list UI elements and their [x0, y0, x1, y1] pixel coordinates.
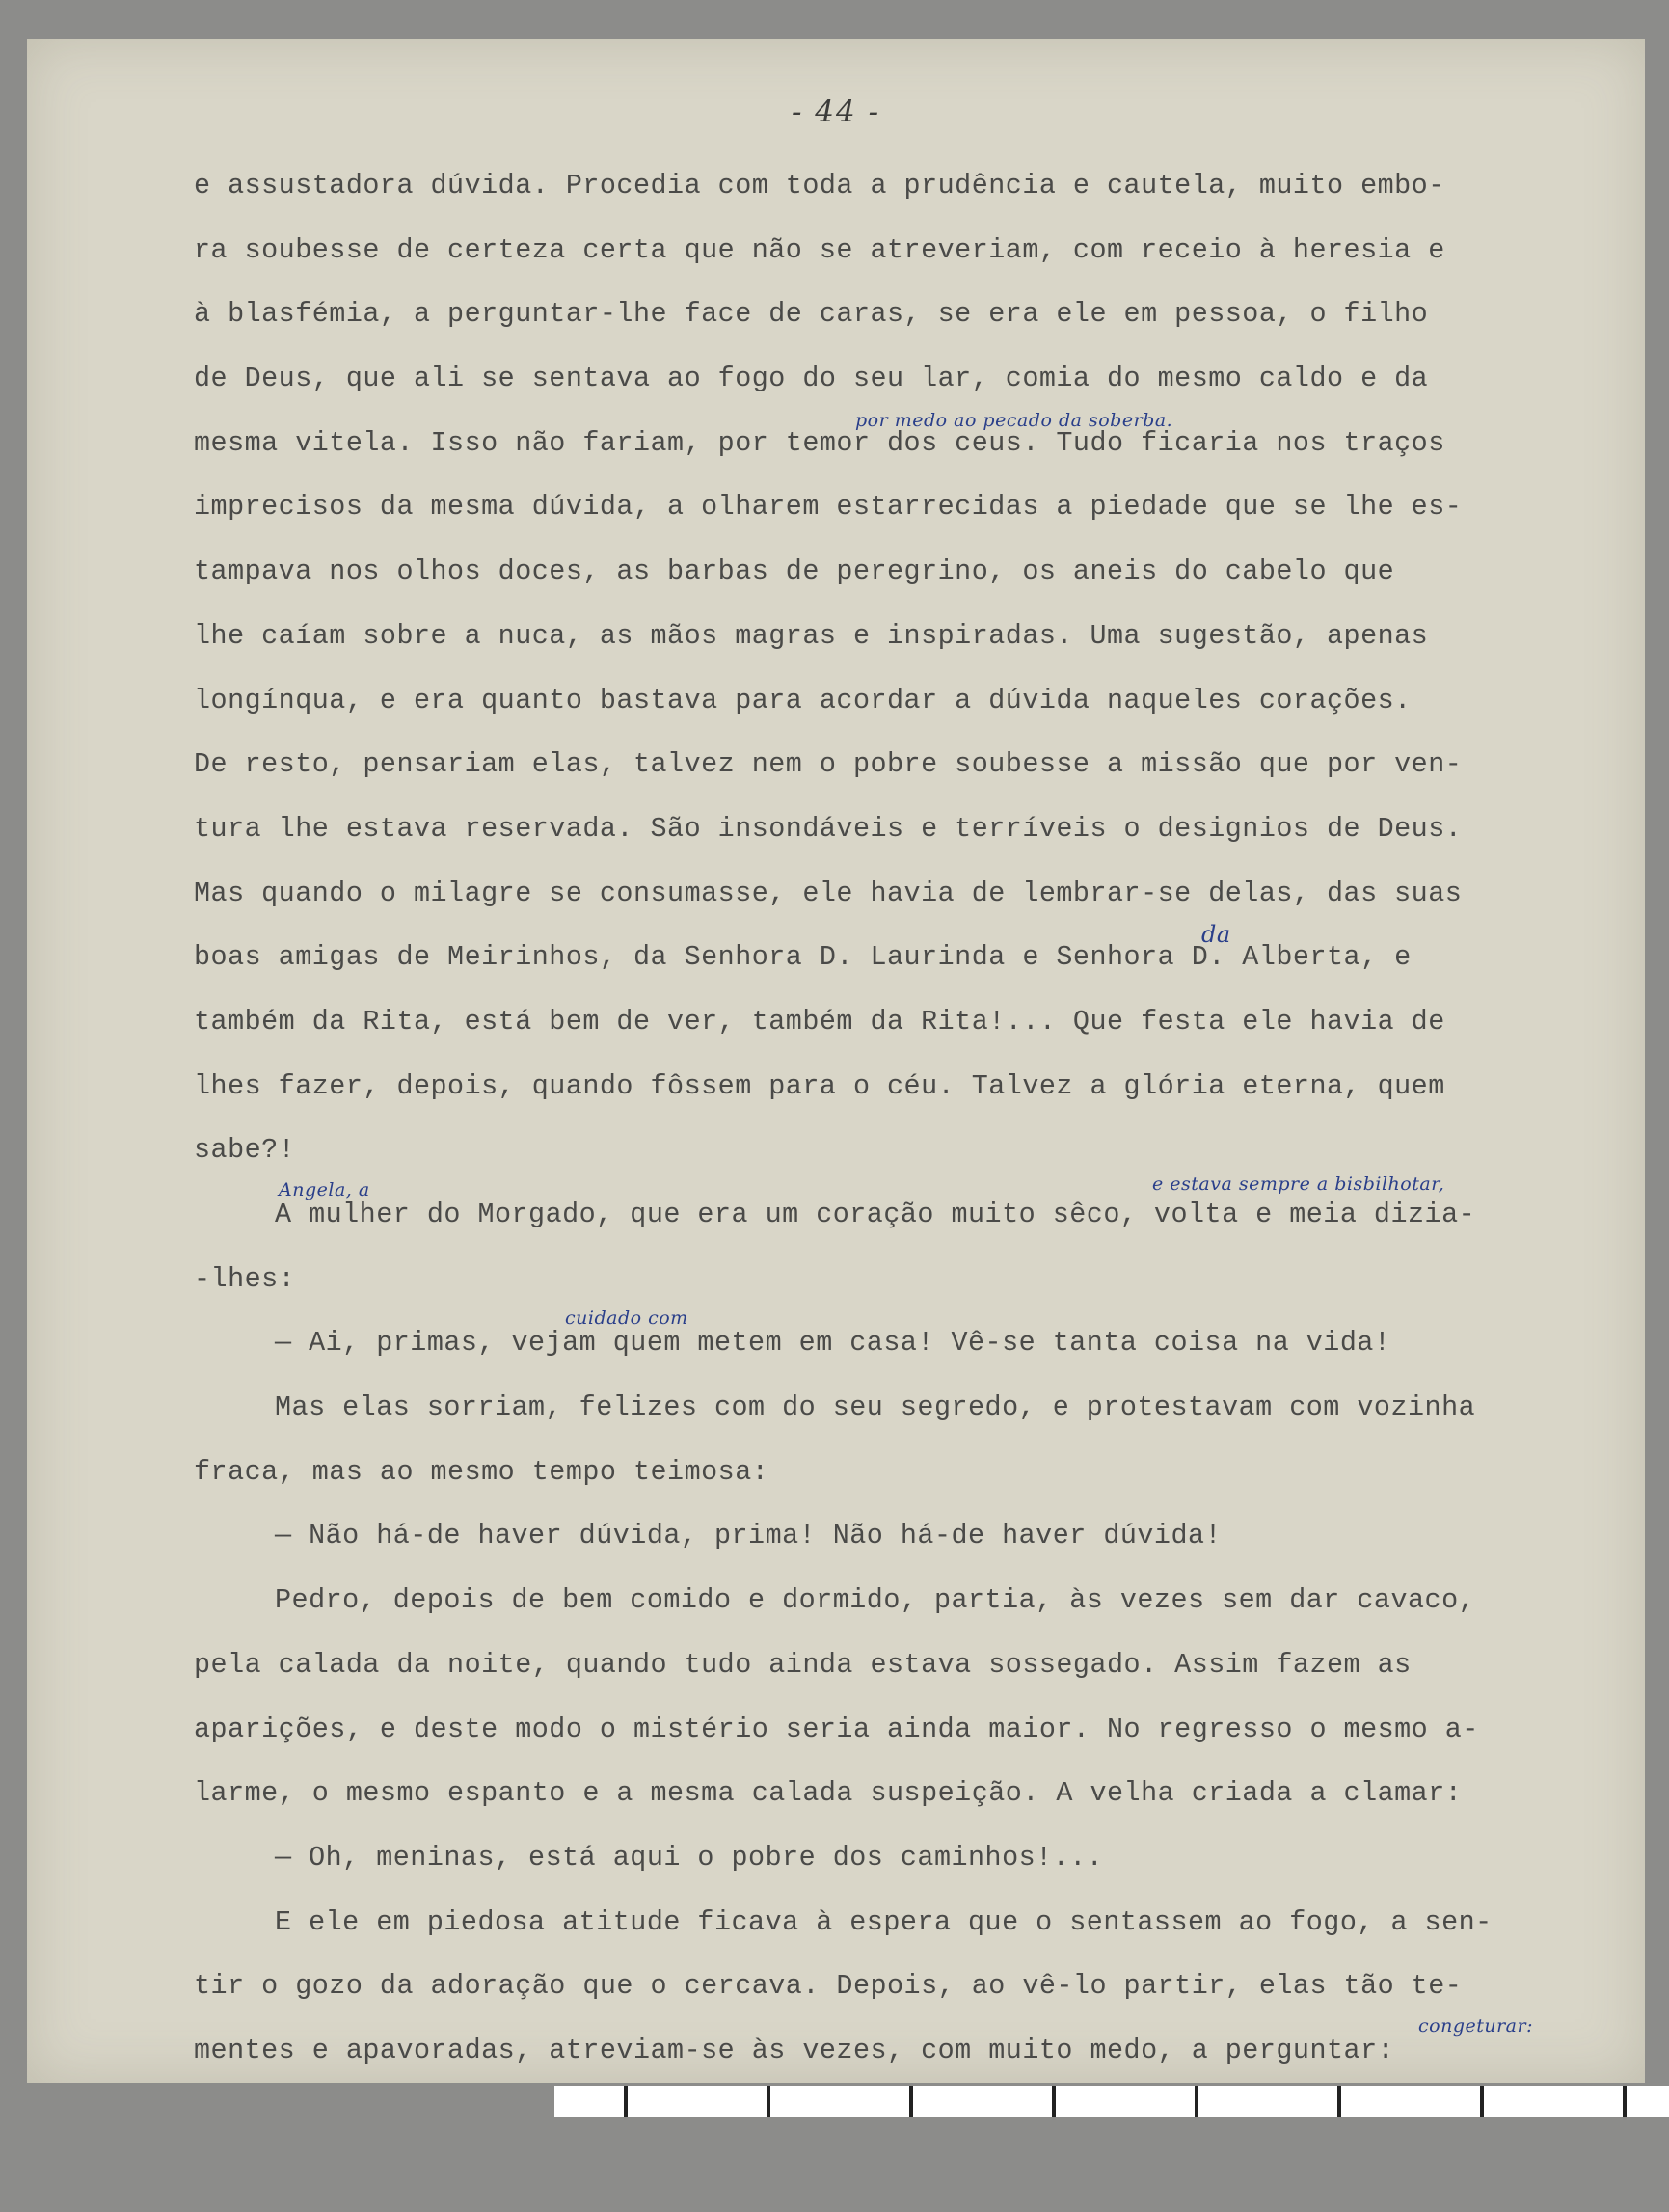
- text-line: lhes fazer, depois, quando fôssem para o céu. Talvez a glória eterna, quem: [194, 1069, 1445, 1102]
- manuscript-page: [27, 39, 1645, 2083]
- text-line: tir o gozo da adoração que o cercava. Depois, ao vê-lo partir, elas tão te-: [194, 1970, 1463, 2003]
- text-line: também da Rita, está bem de ver, também da Rita!... Que festa ele havia de: [194, 1005, 1445, 1038]
- text-line: — Ai, primas, vejam quem metem em casa! Vê-se tanta coisa na vida! cuidado com: [194, 1311, 1630, 1376]
- text-line: aparições, e deste modo o mistério seria ainda maior. No regresso o mesmo a-: [194, 1713, 1479, 1745]
- text-line: de Deus, que ali se sentava ao fogo do seu lar, comia do mesmo caldo e da: [194, 363, 1429, 395]
- handwritten-annotation: e estava sempre a bisbilhotar,: [1152, 1173, 1445, 1195]
- text-line: pela calada da noite, quando tudo ainda estava sossegado. Assim fazem as: [194, 1648, 1412, 1681]
- scale-ruler: [554, 2086, 1669, 2117]
- text-line: -lhes:: [194, 1262, 296, 1295]
- text-line: A mulher do Morgado, que era um coração muito sêco, volta e meia dizia- Angela, a e estava sempre a bisbilhotar,: [194, 1183, 1630, 1248]
- handwritten-annotation: cuidado com: [565, 1308, 688, 1330]
- text-line: longínqua, e era quanto bastava para acordar a dúvida naqueles corações.: [194, 684, 1412, 716]
- text-line: mesma vitela. Isso não fariam, por temor dos ceus. Tudo ficaria nos traços por medo ao pecado da soberba.: [194, 412, 1630, 476]
- text-line: lhe caíam sobre a nuca, as mãos magras e inspiradas. Uma sugestão, apenas: [194, 619, 1429, 652]
- text-line: tura lhe estava reservada. São insondáveis e terríveis o designios de Deus.: [194, 812, 1463, 845]
- handwritten-annotation: congeturar:: [1418, 2014, 1533, 2037]
- text-line: tampava nos olhos doces, as barbas de peregrino, os aneis do cabelo que: [194, 555, 1395, 588]
- text-line: sabe?!: [194, 1134, 296, 1167]
- text-line: Pedro, depois de bem comido e dormido, partia, às vezes sem dar cavaco,: [275, 1584, 1476, 1617]
- handwritten-annotation: da: [1201, 921, 1231, 949]
- text-line: imprecisos da mesma dúvida, a olharem estarrecidas a piedade que se lhe es-: [194, 491, 1463, 524]
- text-line: larme, o mesmo espanto e a mesma calada suspeição. A velha criada a clamar:: [194, 1777, 1463, 1810]
- text-line: — Não há-de haver dúvida, prima! Não há-de haver dúvida!: [275, 1520, 1223, 1552]
- page-number: - 44 -: [791, 94, 881, 129]
- text-line: — Oh, meninas, está aqui o pobre dos caminhos!...: [275, 1841, 1104, 1874]
- text-line: Mas quando o milagre se consumasse, ele havia de lembrar-se delas, das suas: [194, 877, 1463, 909]
- text-line: boas amigas de Meirinhos, da Senhora D. Laurinda e Senhora D. Alberta, e da: [194, 926, 1630, 990]
- handwritten-annotation: Angela, a: [279, 1179, 370, 1200]
- text-line: De resto, pensariam elas, talvez nem o pobre soubesse a missão que por ven-: [194, 748, 1463, 781]
- text-line: E ele em piedosa atitude ficava à espera que o sentassem ao fogo, a sen-: [275, 1905, 1493, 1938]
- text-line: mentes e apavoradas, atreviam-se às vezes, com muito medo, a perguntar: congeturar:: [194, 2019, 1630, 2084]
- typed-text-body: [194, 154, 1630, 2084]
- text-line: ra soubesse de certeza certa que não se atreveriam, com receio à heresia e: [194, 233, 1445, 266]
- text-line: fraca, mas ao mesmo tempo teimosa:: [194, 1455, 769, 1488]
- text-line: e assustadora dúvida. Procedia com toda a prudência e cautela, muito embo-: [194, 170, 1445, 202]
- handwritten-annotation: por medo ao pecado da soberba.: [855, 409, 1173, 431]
- text-line: à blasfémia, a perguntar-lhe face de caras, se era ele em pessoa, o filho: [194, 298, 1429, 331]
- text-line: Mas elas sorriam, felizes com do seu segredo, e protestavam com vozinha: [275, 1391, 1476, 1424]
